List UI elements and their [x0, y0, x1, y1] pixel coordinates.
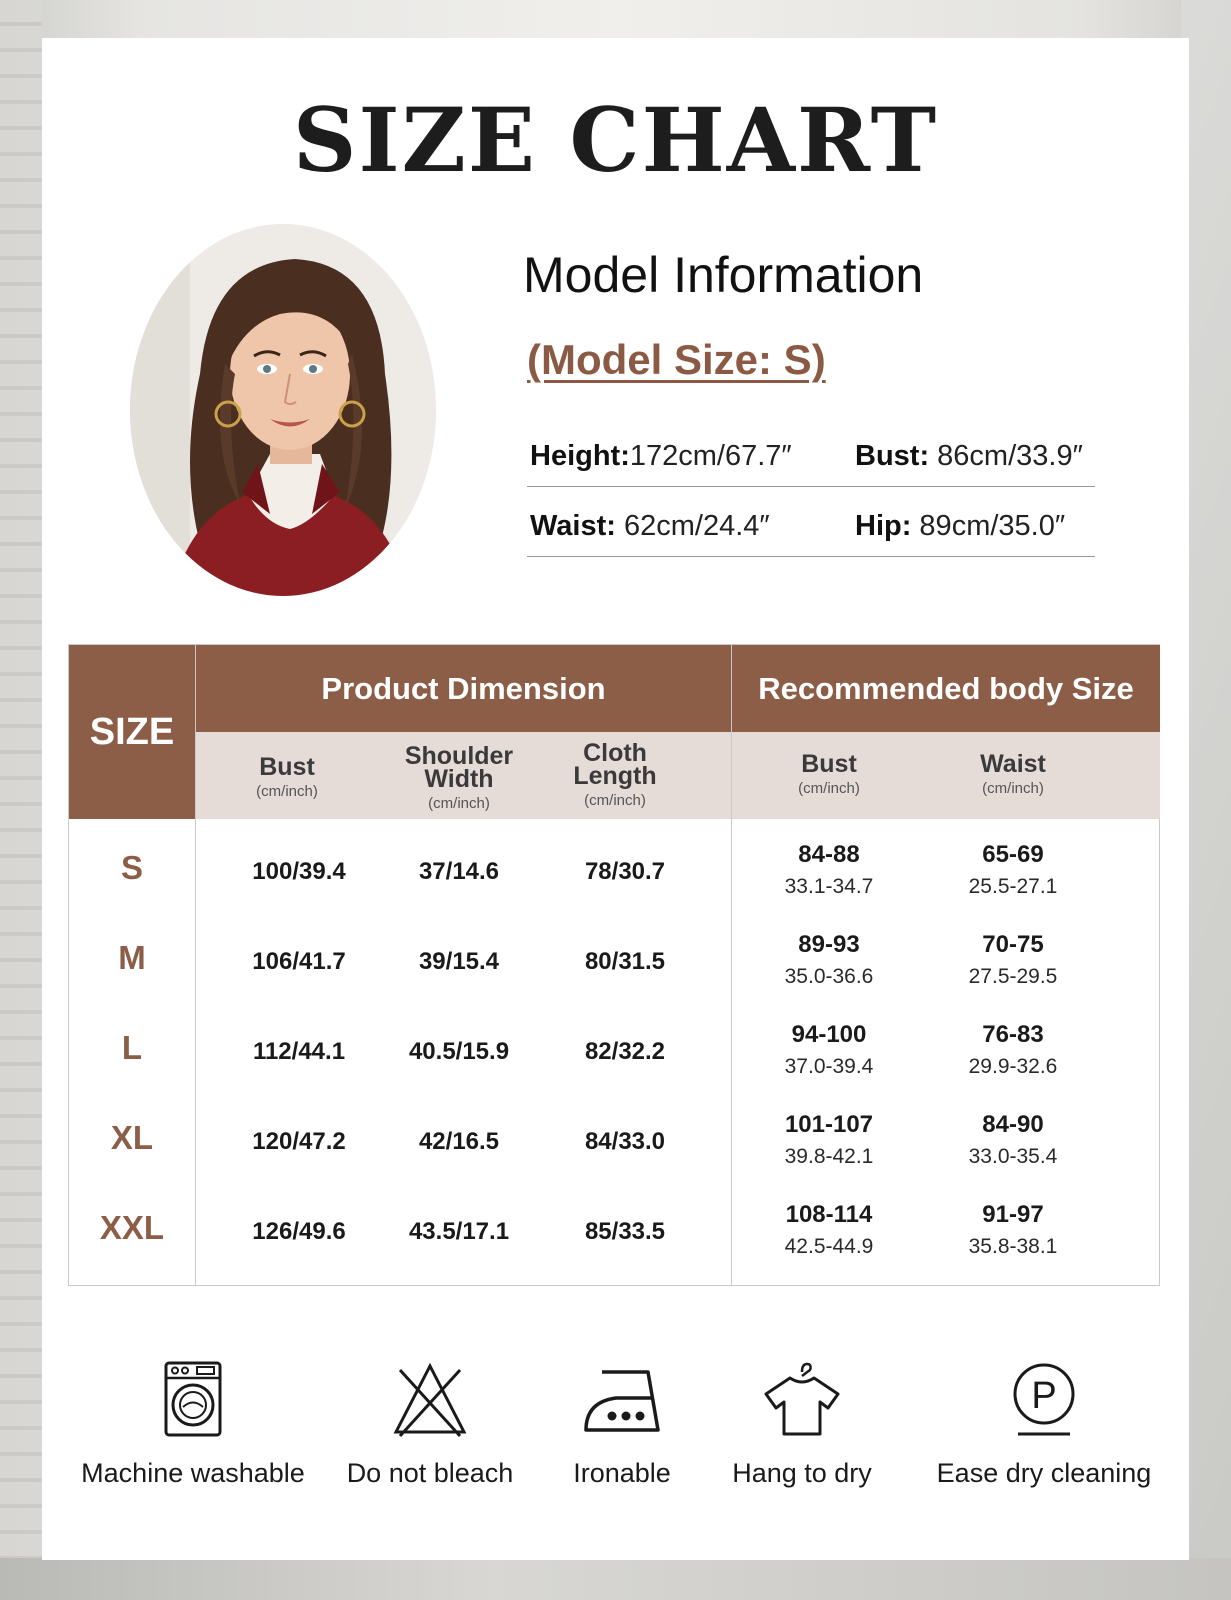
cell-rec-waist: 91-97 35.8-38.1	[968, 1201, 1058, 1258]
cell-rec-bust: 89-93 35.0-36.6	[784, 931, 874, 988]
svg-text:P: P	[1031, 1375, 1057, 1417]
product-dimension-header: Product Dimension	[196, 645, 731, 732]
care-label: Machine washable	[81, 1458, 305, 1488]
background-blinds	[0, 0, 42, 1600]
background-floor	[0, 1558, 1231, 1600]
cell-length: 80/31.5	[584, 948, 666, 975]
model-info-heading: Model Information	[523, 247, 924, 303]
col-cloth-length: Cloth Length (cm/inch)	[573, 739, 657, 809]
cell-bust: 126/49.6	[252, 1218, 346, 1245]
size-label: M	[118, 939, 146, 976]
divider	[731, 645, 732, 1285]
recommended-size-header: Recommended body Size	[732, 645, 1160, 732]
size-label: XL	[110, 1119, 154, 1156]
care-machine-washable	[78, 1360, 308, 1489]
stat-hip: Hip: 89cm/35.0″	[855, 510, 1066, 542]
size-table	[68, 644, 1160, 1286]
stat-bust: Bust: 86cm/33.9″	[855, 440, 1083, 472]
col-bust: Bust (cm/inch)	[256, 753, 318, 800]
hang-dry-icon	[762, 1360, 842, 1438]
cell-rec-bust: 108-114 42.5-44.9	[784, 1201, 874, 1258]
care-dry-cleaning	[928, 1360, 1160, 1489]
care-label: Do not bleach	[346, 1458, 514, 1488]
cell-bust: 112/44.1	[252, 1038, 346, 1065]
cell-length: 84/33.0	[584, 1128, 666, 1155]
cell-bust: 100/39.4	[252, 858, 346, 885]
cell-length: 78/30.7	[584, 858, 666, 885]
page-title: SIZE CHART	[292, 88, 939, 192]
iron-icon	[582, 1360, 662, 1438]
model-photo	[130, 224, 436, 596]
cell-shoulder: 39/15.4	[418, 948, 500, 975]
cell-rec-bust: 94-100 37.0-39.4	[784, 1021, 874, 1078]
cell-bust: 106/41.7	[252, 948, 346, 975]
model-stats-row	[527, 430, 1095, 487]
model-stats-row	[527, 500, 1095, 557]
cell-length: 85/33.5	[584, 1218, 666, 1245]
dry-clean-icon	[1012, 1360, 1076, 1438]
care-ironable	[560, 1360, 684, 1489]
size-label: L	[121, 1029, 143, 1066]
cell-shoulder: 40.5/15.9	[408, 1038, 510, 1065]
cell-shoulder: 37/14.6	[418, 858, 500, 885]
washing-machine-icon	[163, 1360, 223, 1438]
col-shoulder-width: Shoulder Width (cm/inch)	[404, 742, 514, 812]
cell-rec-waist: 76-83 29.9-32.6	[968, 1021, 1058, 1078]
cell-bust: 120/47.2	[252, 1128, 346, 1155]
stat-waist: Waist: 62cm/24.4″	[530, 510, 770, 542]
care-hang-to-dry	[722, 1360, 882, 1489]
cell-rec-waist: 84-90 33.0-35.4	[968, 1111, 1058, 1168]
size-header: SIZE	[69, 645, 195, 819]
cell-shoulder: 43.5/17.1	[408, 1218, 510, 1245]
care-label: Hang to dry	[732, 1458, 872, 1488]
cell-shoulder: 42/16.5	[418, 1128, 500, 1155]
cell-rec-waist: 65-69 25.5-27.1	[968, 841, 1058, 898]
cell-rec-bust: 84-88 33.1-34.7	[784, 841, 874, 898]
care-do-not-bleach	[338, 1360, 522, 1489]
care-label: Ironable	[573, 1458, 671, 1488]
cell-length: 82/32.2	[584, 1038, 666, 1065]
size-label: XXL	[99, 1209, 165, 1246]
divider	[195, 645, 196, 1285]
no-bleach-icon	[392, 1360, 468, 1438]
care-label: Ease dry cleaning	[936, 1458, 1152, 1488]
col-rec-bust: Bust (cm/inch)	[798, 750, 860, 797]
model-size: (Model Size: S)	[527, 336, 826, 383]
cell-rec-bust: 101-107 39.8-42.1	[784, 1111, 874, 1168]
cell-rec-waist: 70-75 27.5-29.5	[968, 931, 1058, 988]
size-label: S	[120, 849, 143, 886]
col-rec-waist: Waist (cm/inch)	[980, 750, 1046, 797]
stat-height: Height:172cm/67.7″	[530, 440, 792, 472]
